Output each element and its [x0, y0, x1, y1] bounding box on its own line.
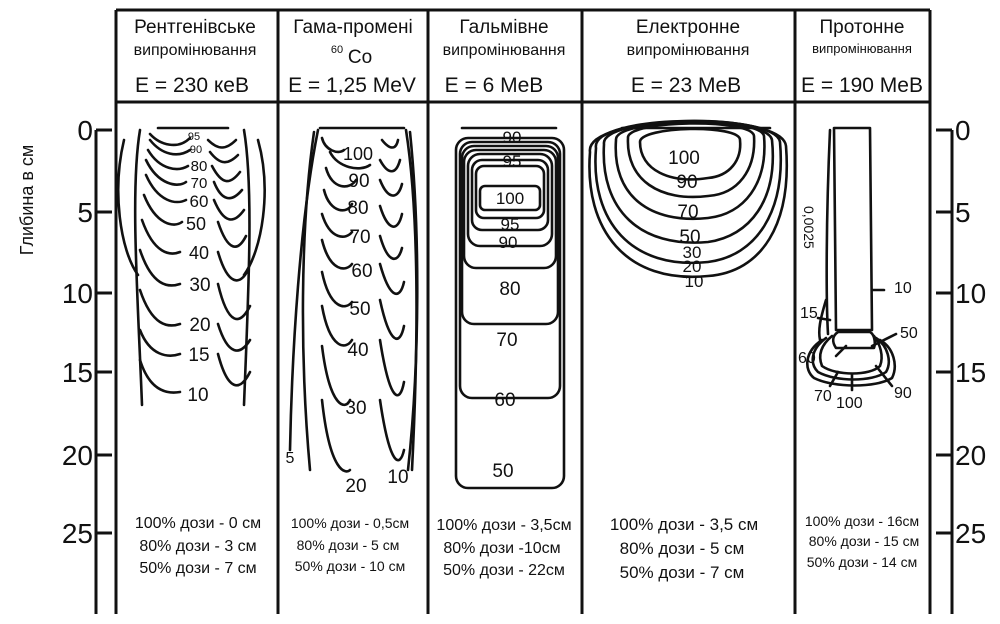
xray-isodose-curves [118, 128, 264, 406]
depth-tick-label: 15 [61, 357, 93, 388]
isodose-label: 50 [349, 299, 371, 320]
dose-summary-line: 50% дози - 7 см [619, 563, 745, 582]
depth-tick-label: 15 [955, 357, 987, 388]
isodose-label: 70 [349, 227, 371, 248]
isodose-label: 90 [676, 172, 698, 193]
isodose-label: 90 [189, 144, 203, 156]
depth-tick-label: 0 [77, 115, 93, 146]
panel-header-gamma [288, 17, 416, 97]
dose-summary-line: 80% дози -10см [443, 540, 561, 557]
isodose-label: 70 [814, 388, 832, 405]
isodose-label: 50 [679, 227, 701, 248]
panel-energy: E = 190 MeB [801, 74, 923, 97]
panel-title-line1: Гама-промені [293, 17, 413, 38]
isodose-label: 95 [187, 131, 201, 143]
electron-dose-summary [610, 515, 758, 582]
isodose-label: 50 [492, 461, 514, 482]
isodose-label: 30 [345, 398, 367, 419]
dose-summary-line: 80% дози - 15 см [808, 533, 920, 549]
bremsstrahlung-isodose-curves [456, 128, 564, 488]
isodose-label: 100 [836, 395, 863, 412]
left-depth-axis [17, 115, 112, 614]
isodose-label: 10 [894, 280, 912, 297]
panel-title-line2: Co [347, 47, 373, 68]
isodose-label: 60 [189, 192, 209, 211]
isodose-label: 95 [500, 215, 520, 234]
dose-summary-line: 50% дози - 10 см [294, 558, 406, 574]
xray-dose-summary [135, 515, 261, 577]
y-axis-title: Глибина в см [17, 144, 37, 256]
panel-title-line1: Протонне [819, 17, 905, 38]
isodose-label: 80 [347, 198, 369, 219]
dose-summary-line: 80% дози - 3 см [139, 538, 257, 555]
panel-energy: E = 6 MeB [444, 74, 544, 97]
isodose-label: 95 [502, 152, 522, 171]
isodose-label: 80 [190, 158, 208, 175]
panel-header-electron [627, 17, 750, 97]
isodose-label: 10 [684, 272, 704, 291]
gamma-isodose-curves [286, 128, 418, 497]
isodose-label: 90 [894, 385, 912, 402]
isodose-label: 70 [190, 175, 208, 192]
dose-summary-line: 100% дози - 3,5см [436, 517, 572, 534]
electron-isodose-curves [589, 121, 786, 291]
isodose-label: 40 [188, 243, 210, 263]
dose-summary-line: 80% дози - 5 см [619, 539, 745, 558]
dose-summary-line: 100% дози - 0 см [134, 515, 262, 532]
isodose-label: 100 [342, 144, 374, 164]
panel-title-line1: Рентгенівське [134, 17, 256, 38]
panel-title-superscript: 60 [330, 44, 344, 56]
isodose-label: 80 [499, 279, 521, 300]
dose-summary-line: 80% дози - 5 см [296, 537, 400, 553]
panel-header-xray [134, 17, 257, 97]
isodose-label: 15 [800, 305, 818, 322]
dose-summary-line: 50% дози - 7 см [139, 560, 257, 577]
bremsstrahlung-dose-summary [436, 517, 571, 579]
panel-title-line2: випромінювання [812, 41, 912, 56]
isodose-label: 60 [494, 390, 516, 411]
dose-summary-line: 100% дози - 3,5 см [609, 515, 759, 534]
isodose-label: 30 [682, 243, 702, 262]
depth-tick-label: 10 [955, 278, 987, 309]
isodose-label: 100 [668, 148, 700, 169]
depth-tick-label: 25 [955, 518, 987, 549]
panel-energy: E = 230 кеВ [135, 74, 249, 97]
isodose-label: 70 [496, 330, 518, 351]
depth-tick-label: 20 [955, 440, 987, 471]
isodose-label: 20 [345, 476, 367, 497]
isodose-label: 10 [187, 385, 209, 406]
isodose-label: 0,0025 [801, 206, 817, 249]
proton-dose-summary [805, 513, 919, 570]
isodose-label: 60 [351, 261, 373, 282]
depth-tick-label: 10 [61, 278, 93, 309]
panel-title-line2: випромінювання [442, 42, 566, 59]
panel-header-proton [801, 17, 923, 97]
depth-tick-label: 25 [61, 518, 93, 549]
panel-title-line2: випромінювання [133, 42, 257, 59]
isodose-label: 90 [502, 128, 522, 147]
depth-tick-label: 0 [955, 115, 971, 146]
dose-summary-line: 100% дози - 16см [804, 513, 920, 529]
dose-summary-line: 50% дози - 22см [443, 562, 565, 579]
isodose-label: 100 [495, 189, 525, 208]
depth-tick-label: 20 [61, 440, 93, 471]
depth-tick-label: 5 [77, 197, 93, 228]
isodose-label: 5 [285, 450, 295, 467]
panel-title-line1: Електронне [635, 17, 741, 38]
isodose-label: 20 [189, 315, 211, 336]
proton-isodose-curves [798, 128, 918, 412]
panel-energy: E = 1,25 MeV [288, 74, 416, 97]
panel-energy: E = 23 MeB [630, 74, 742, 97]
isodose-label: 40 [347, 340, 369, 361]
panel-header-bremsstrahlung [443, 17, 566, 97]
depth-tick-label: 5 [955, 197, 971, 228]
isodose-label: 70 [677, 202, 699, 223]
dose-summary-line: 50% дози - 14 см [806, 554, 918, 570]
isodose-label: 10 [387, 467, 409, 488]
isodose-label: 60 [798, 350, 816, 367]
right-depth-axis [936, 115, 986, 614]
isodose-label: 30 [189, 275, 211, 296]
isodose-label: 50 [185, 214, 207, 234]
dose-summary-line: 100% дози - 0,5см [290, 515, 410, 531]
panel-title-line2: випромінювання [626, 42, 750, 59]
isodose-label: 20 [682, 257, 702, 276]
isodose-label: 90 [498, 233, 518, 252]
panel-title-line1: Гальмівне [459, 17, 549, 38]
isodose-label: 50 [900, 325, 918, 342]
gamma-dose-summary [291, 515, 409, 574]
isodose-label: 90 [348, 171, 370, 192]
isodose-label: 15 [188, 345, 210, 366]
